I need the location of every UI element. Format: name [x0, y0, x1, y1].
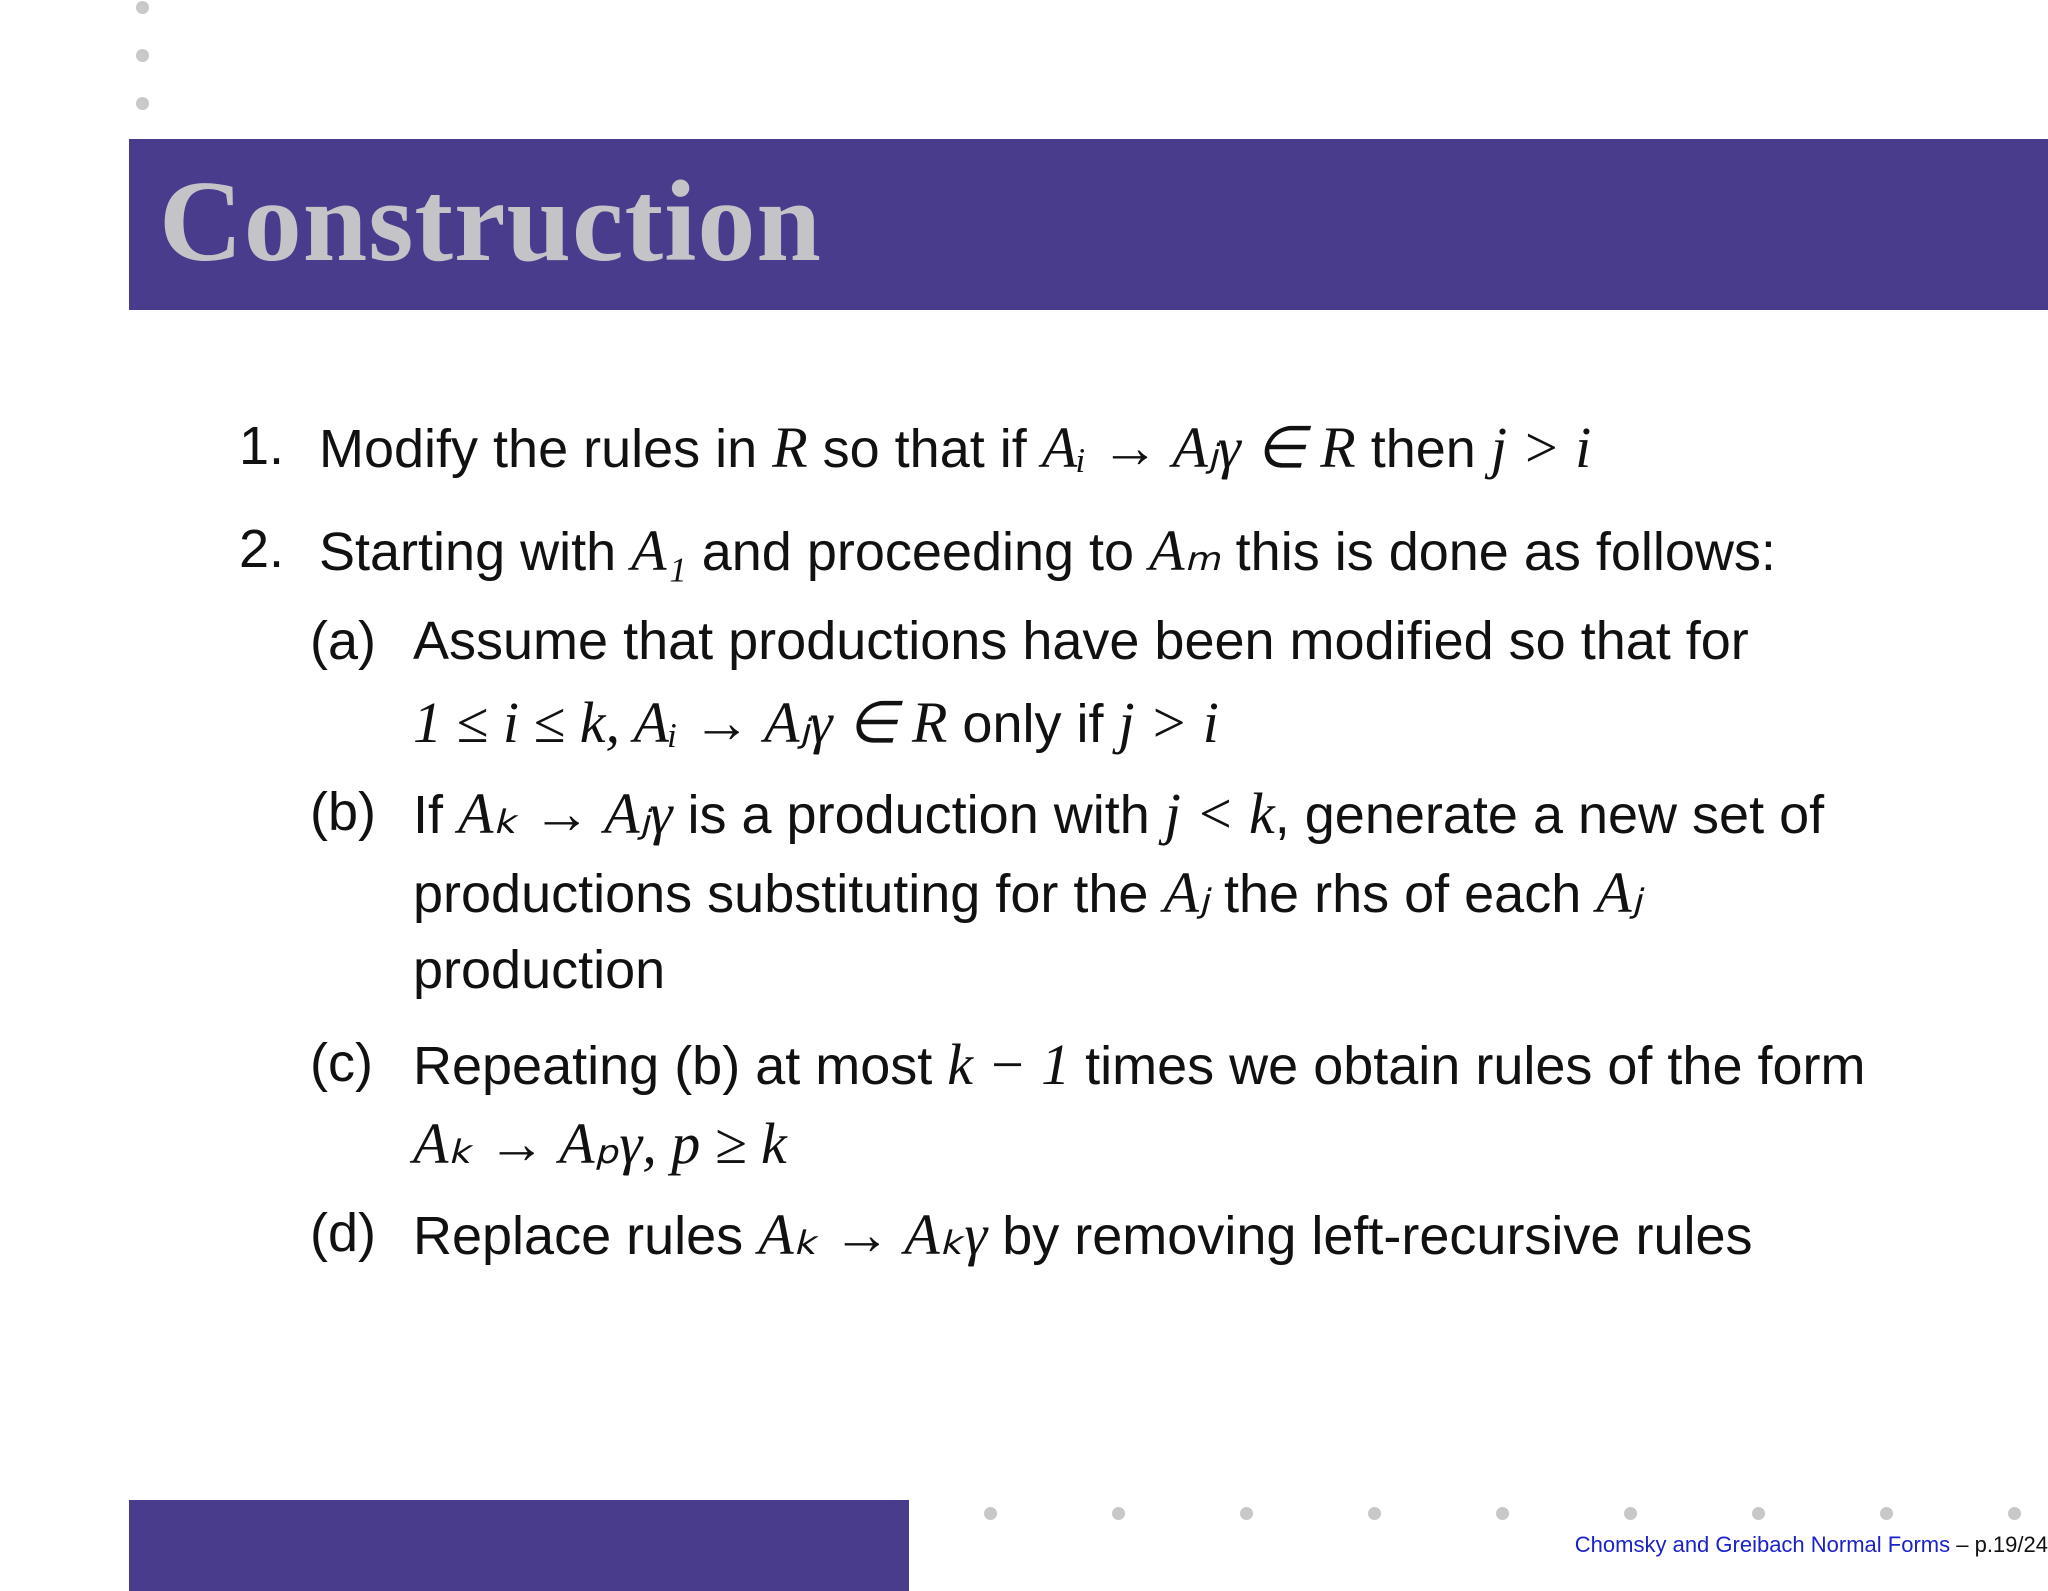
content-line: [413, 690, 1219, 755]
math-expression: j < k: [1164, 781, 1275, 846]
text-segment: Replace rules: [413, 1206, 759, 1266]
footer-nav-dot: [1496, 1507, 1509, 1520]
list-marker: (d): [310, 1203, 376, 1263]
text-segment: Modify the rules in: [319, 419, 773, 479]
footer-page-number: – p.19/24: [1950, 1532, 2048, 1557]
text-segment: and proceeding to: [686, 522, 1150, 582]
content-line: [413, 1202, 1753, 1267]
math-expression: 1 ≤ i ≤ k, Aᵢ → Aⱼγ ∈ R: [413, 690, 948, 755]
text-segment: , generate a new set of: [1274, 785, 1825, 845]
list-marker: (c): [310, 1033, 373, 1093]
content-line: [413, 611, 1749, 671]
footer-nav-dot: [1240, 1507, 1253, 1520]
footer-bar: [129, 1500, 909, 1591]
text-segment: Starting with: [319, 522, 632, 582]
text-segment: productions substituting for the: [413, 864, 1164, 924]
text-segment: Repeating (b) at most: [413, 1036, 948, 1096]
text-segment: so that if: [807, 419, 1042, 479]
content-line: [319, 415, 1592, 480]
content-line: [413, 1111, 787, 1176]
text-segment: times we obtain rules of the form: [1070, 1036, 1866, 1096]
math-expression: A₁: [631, 518, 687, 583]
footer-nav-dot: [1880, 1507, 1893, 1520]
footer-text: [1575, 1532, 2048, 1558]
list-marker: (b): [310, 782, 376, 842]
footer-nav-dot: [1624, 1507, 1637, 1520]
footer-nav-dot: [1368, 1507, 1381, 1520]
text-segment: Assume that productions have been modified so that for: [413, 611, 1749, 671]
text-segment: production: [413, 940, 666, 1000]
list-marker: 2.: [239, 519, 285, 579]
content-line: [413, 781, 1825, 846]
footer-nav-dot: [1112, 1507, 1125, 1520]
math-expression: k − 1: [947, 1032, 1071, 1097]
footer-nav-dot: [1752, 1507, 1765, 1520]
footer-nav-dot: [2008, 1507, 2021, 1520]
content-line: [413, 860, 1642, 925]
text-segment: by removing left-recursive rules: [987, 1206, 1753, 1266]
math-expression: Aₖ → Aⱼγ: [458, 781, 673, 846]
list-marker: (a): [310, 611, 376, 671]
footer-nav-dot: [984, 1507, 997, 1520]
text-segment: is a production with: [672, 785, 1165, 845]
text-segment: then: [1355, 419, 1491, 479]
slide-title: Construction: [159, 158, 822, 286]
text-segment: the rhs of each: [1209, 864, 1597, 924]
math-expression: Aⱼ: [1163, 860, 1210, 925]
text-segment: only if: [947, 694, 1119, 754]
text-segment: this is done as follows:: [1220, 522, 1776, 582]
list-marker: 1.: [239, 416, 285, 476]
content-line: [413, 940, 666, 1000]
content-line: [319, 518, 1776, 583]
math-expression: Aᵢ → Aⱼγ ∈ R: [1041, 415, 1356, 480]
math-expression: Aₘ: [1149, 518, 1221, 583]
math-expression: Aₖ → Aₚγ, p ≥ k: [413, 1111, 787, 1176]
math-expression: R: [772, 415, 808, 480]
content-line: [413, 1032, 1866, 1097]
math-expression: j > i: [1118, 690, 1219, 755]
math-expression: Aⱼ: [1596, 860, 1642, 925]
math-expression: j > i: [1490, 415, 1592, 480]
math-expression: Aₖ → Aₖγ: [758, 1202, 988, 1267]
text-segment: If: [413, 785, 459, 845]
footer-link-title[interactable]: Chomsky and Greibach Normal Forms: [1574, 1532, 1951, 1557]
